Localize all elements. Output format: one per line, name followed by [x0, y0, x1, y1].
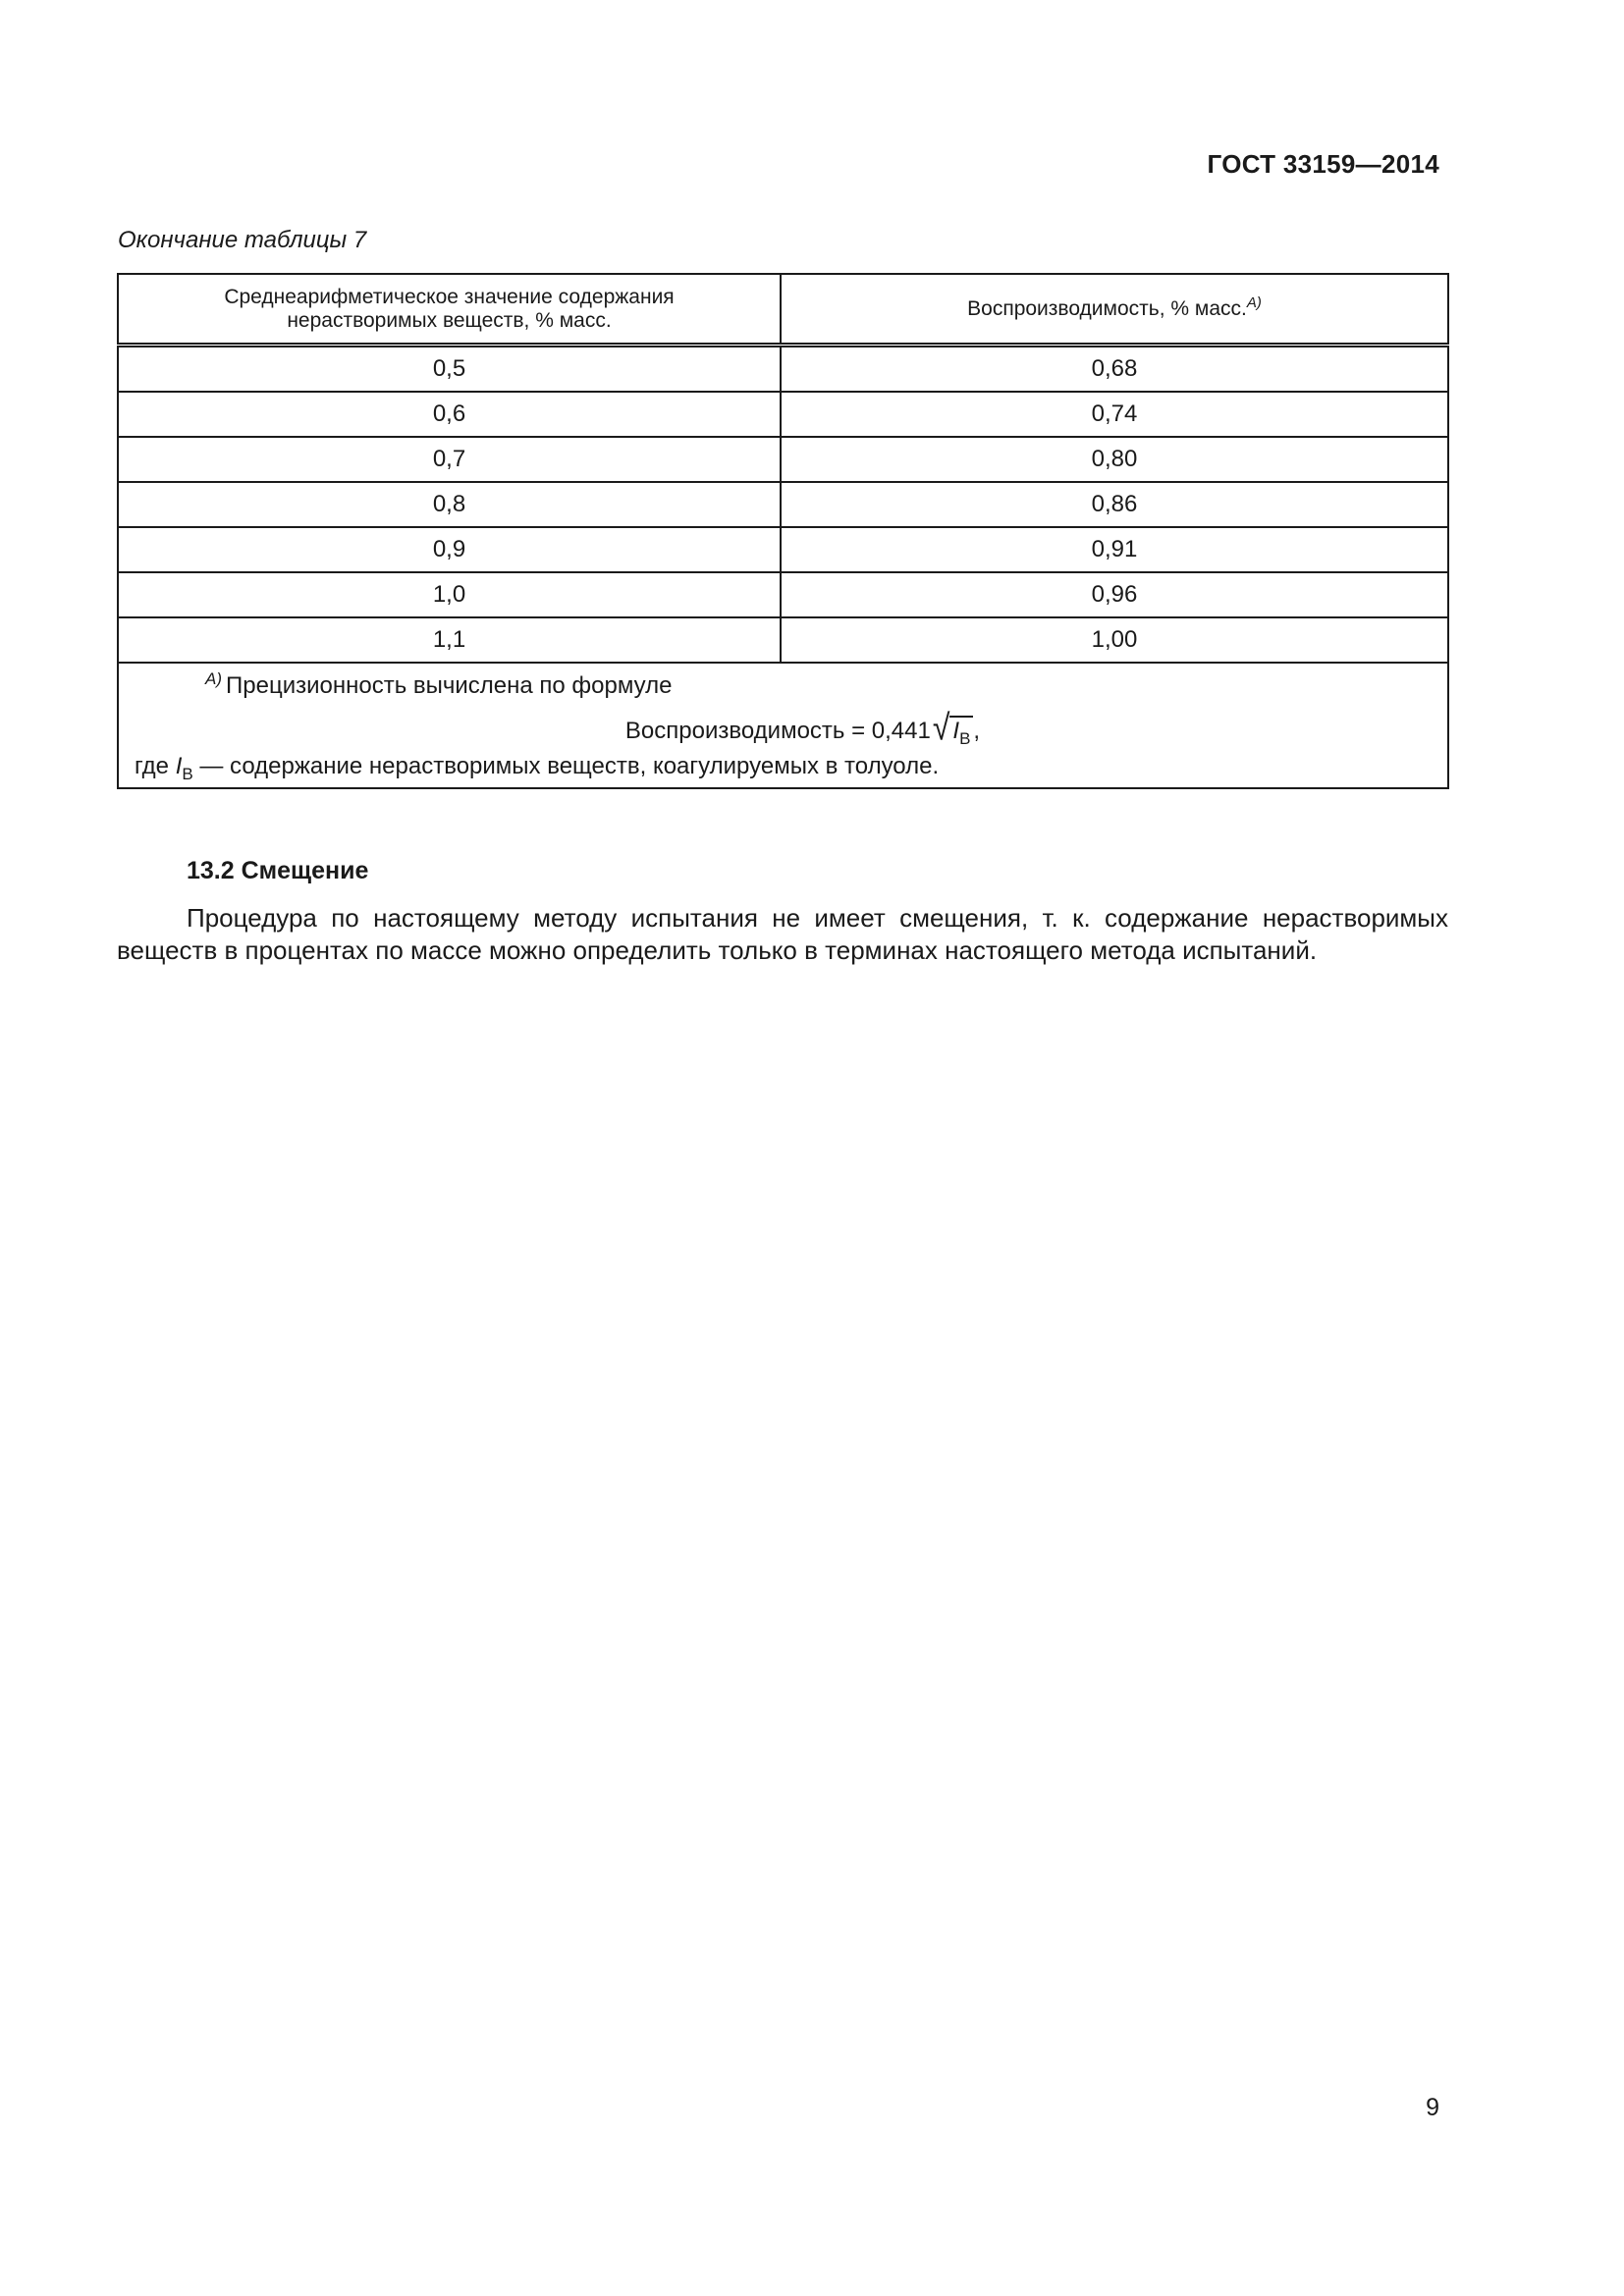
table-row	[118, 482, 1448, 527]
footnote-mark: A)	[205, 669, 222, 688]
reproducibility-formula	[135, 707, 1432, 748]
column-header-mean-value	[118, 274, 781, 346]
where-variable: I	[175, 753, 183, 779]
formula-lhs: Воспроизводимость = 0,441	[624, 718, 931, 744]
page-number: 9	[1426, 2094, 1439, 2121]
cell-mean-value: 0,9	[118, 527, 781, 572]
where-subscript: B	[182, 764, 193, 783]
column-header-label: Воспроизводимость, % масс.	[967, 296, 1247, 320]
cell-mean-value: 0,6	[118, 392, 781, 437]
cell-mean-value: 0,5	[118, 346, 781, 393]
table-header-row	[118, 274, 1448, 346]
section-heading: 13.2 Смещение	[187, 857, 369, 884]
cell-mean-value: 0,7	[118, 437, 781, 482]
footnote-intro	[135, 671, 1432, 701]
cell-mean-value: 0,8	[118, 482, 781, 527]
cell-mean-value: 1,1	[118, 617, 781, 663]
formula-variable: I	[952, 718, 960, 744]
cell-reproducibility: 0,91	[781, 527, 1448, 572]
data-table	[117, 273, 1449, 789]
formula-radicand	[949, 716, 973, 748]
column-header-reproducibility	[781, 274, 1448, 346]
cell-mean-value: 1,0	[118, 572, 781, 617]
table-row	[118, 617, 1448, 663]
footnote-where	[135, 752, 1432, 781]
where-text: — содержание нерастворимых веществ, коагулируемых в толуоле.	[192, 753, 940, 779]
column-header-label: Среднеарифметическое значение содержания нерастворимых веществ, % масс.	[224, 285, 675, 332]
square-root-icon: √	[932, 707, 950, 748]
table-row	[118, 346, 1448, 393]
cell-reproducibility: 0,74	[781, 392, 1448, 437]
table-row	[118, 437, 1448, 482]
table-body	[118, 346, 1448, 664]
formula-subscript: B	[959, 728, 971, 748]
cell-reproducibility: 0,86	[781, 482, 1448, 527]
cell-reproducibility: 1,00	[781, 617, 1448, 663]
table-row	[118, 392, 1448, 437]
cell-reproducibility: 0,68	[781, 346, 1448, 393]
cell-reproducibility: 0,96	[781, 572, 1448, 617]
cell-reproducibility: 0,80	[781, 437, 1448, 482]
document-code: ГОСТ 33159—2014	[1207, 149, 1439, 179]
formula-tail: ,	[973, 718, 981, 744]
footnote-text: Прецизионность вычислена по формуле	[226, 672, 673, 699]
table-row	[118, 572, 1448, 617]
table-caption: Окончание таблицы 7	[118, 227, 367, 253]
body-paragraph: Процедура по настоящему методу испытания не имеет смещения, т. к. содержание нерастворимых веществ в процентах по массе можно определить только в терминах настоящего метода испытаний.	[117, 903, 1448, 965]
table-row	[118, 527, 1448, 572]
footnote-reference: A)	[1246, 294, 1262, 311]
footnote-cell	[118, 663, 1448, 788]
footnote-row	[118, 663, 1448, 788]
where-prefix: где	[135, 753, 176, 779]
